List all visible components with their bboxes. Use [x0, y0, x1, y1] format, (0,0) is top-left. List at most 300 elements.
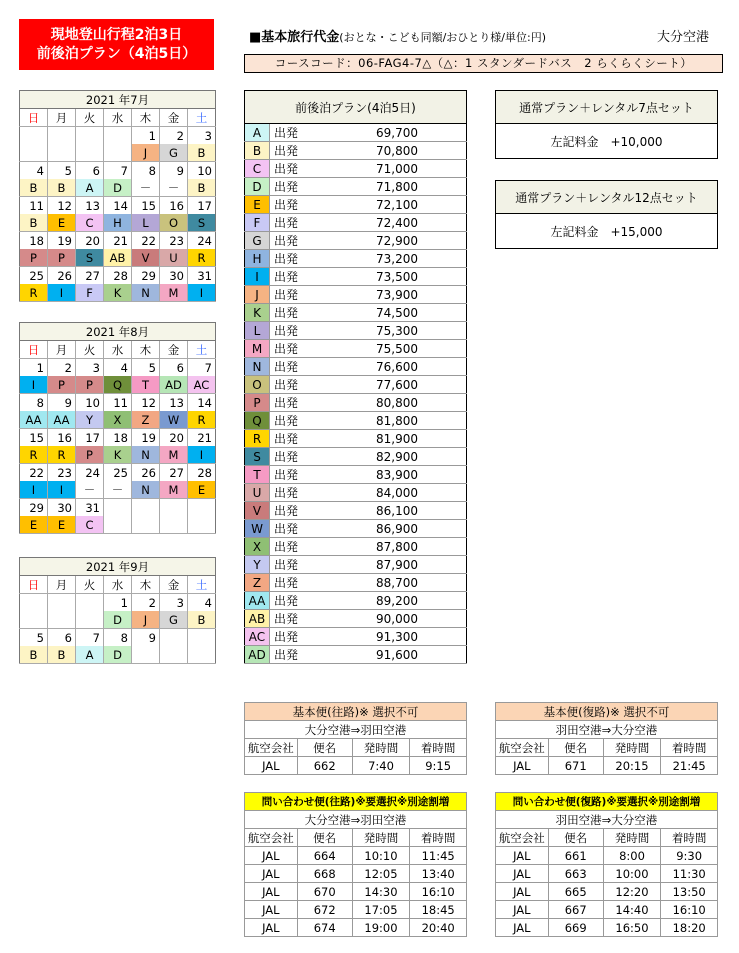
calendar-august — [19, 322, 216, 534]
price-code: A — [245, 124, 270, 142]
calendar-day: 27 — [76, 267, 104, 285]
calendar-day: 9 — [132, 629, 160, 647]
price-row — [245, 250, 467, 268]
price-code: E — [245, 196, 270, 214]
calendar-title: 2021 年9月 — [20, 558, 216, 576]
price-row — [245, 196, 467, 214]
calendar-code: － — [104, 481, 132, 499]
price-row — [245, 268, 467, 286]
weekday-label: 土 — [188, 109, 216, 127]
price-value: 72,400 — [314, 214, 467, 232]
price-code: AC — [245, 628, 270, 646]
flight-no: 663 — [548, 865, 603, 883]
calendar-code: C — [76, 516, 104, 534]
calendar-day: 14 — [104, 197, 132, 215]
calendar-day: 7 — [76, 629, 104, 647]
calendar-code: P — [76, 446, 104, 464]
price-value: 71,800 — [314, 178, 467, 196]
flight-column-header: 便名 — [548, 739, 603, 757]
flight-column-header: 航空会社 — [245, 829, 298, 847]
price-value: 73,500 — [314, 268, 467, 286]
flight-column-header: 便名 — [548, 829, 603, 847]
flight-row — [245, 919, 467, 937]
price-row — [245, 466, 467, 484]
flight-route: 大分空港⇒羽田空港 — [245, 811, 467, 829]
rental-7-box — [495, 90, 718, 159]
flight-table-title: 問い合わせ便(往路)※要選択※別途割増 — [245, 793, 467, 811]
flight-row — [245, 865, 467, 883]
weekday-label: 月 — [48, 109, 76, 127]
calendar-code: S — [76, 249, 104, 267]
flight-airline: JAL — [245, 847, 298, 865]
calendar-code: R — [188, 249, 216, 267]
price-depart-label: 出発 — [270, 610, 315, 628]
price-code: H — [245, 250, 270, 268]
flight-column-header: 発時間 — [603, 739, 661, 757]
flight-arr: 18:20 — [661, 919, 718, 937]
calendar-day: 22 — [29, 465, 44, 480]
price-row — [245, 322, 467, 340]
calendar-code: F — [76, 284, 104, 302]
flight-no: 671 — [548, 757, 603, 775]
calendar-code: X — [104, 411, 132, 429]
price-code: X — [245, 538, 270, 556]
price-depart-label: 出発 — [270, 340, 315, 358]
price-value: 91,300 — [314, 628, 467, 646]
calendar-code — [132, 516, 160, 534]
weekday-label: 木 — [132, 341, 160, 359]
calendar-code: B — [48, 179, 76, 197]
price-code: G — [245, 232, 270, 250]
price-value: 81,900 — [314, 430, 467, 448]
calendar-code: B — [20, 214, 48, 232]
calendar-code: E — [188, 481, 216, 499]
flight-column-header: 航空会社 — [496, 829, 549, 847]
flight-no: 674 — [297, 919, 352, 937]
calendar-day: 4 — [36, 163, 44, 178]
price-value: 72,100 — [314, 196, 467, 214]
calendar-day: 11 — [29, 198, 44, 213]
price-value: 73,900 — [314, 286, 467, 304]
calendar-day: 10 — [188, 162, 216, 180]
calendar-code: Q — [104, 376, 132, 394]
flight-arr: 11:45 — [410, 847, 467, 865]
calendar-code — [132, 646, 160, 664]
flight-arr: 16:10 — [410, 883, 467, 901]
calendar-code: W — [160, 411, 188, 429]
flight-airline: JAL — [496, 865, 549, 883]
flight-arr: 21:45 — [661, 757, 718, 775]
calendar-code: G — [160, 611, 188, 629]
calendar-code: I — [20, 481, 48, 499]
price-row — [245, 484, 467, 502]
flight-table — [244, 702, 467, 775]
calendar-day: 2 — [160, 127, 188, 145]
weekday-label: 木 — [132, 576, 160, 594]
flight-route: 羽田空港⇒大分空港 — [496, 811, 718, 829]
price-code: T — [245, 466, 270, 484]
calendar-day: 9 — [48, 394, 76, 412]
price-row — [245, 376, 467, 394]
calendar-code: B — [20, 646, 48, 664]
price-code: L — [245, 322, 270, 340]
weekday-label: 土 — [188, 576, 216, 594]
calendar-code: K — [104, 446, 132, 464]
calendar-day: 22 — [132, 232, 160, 250]
price-row — [245, 430, 467, 448]
calendar-code: R — [48, 446, 76, 464]
flight-arr: 13:40 — [410, 865, 467, 883]
flight-airline: JAL — [245, 883, 298, 901]
calendar-day: 18 — [29, 233, 44, 248]
calendar-code: B — [188, 179, 216, 197]
flight-arr: 20:40 — [410, 919, 467, 937]
calendar-code: D — [104, 611, 132, 629]
flight-row — [496, 883, 718, 901]
flight-airline: JAL — [496, 847, 549, 865]
price-depart-label: 出発 — [270, 574, 315, 592]
price-depart-label: 出発 — [270, 448, 315, 466]
price-value: 75,300 — [314, 322, 467, 340]
calendar-code: AD — [160, 376, 188, 394]
price-depart-label: 出発 — [270, 430, 315, 448]
calendar-code — [188, 646, 216, 664]
calendar-code: J — [132, 611, 160, 629]
flight-dep: 12:05 — [352, 865, 410, 883]
flight-dep: 20:15 — [603, 757, 661, 775]
price-value: 90,000 — [314, 610, 467, 628]
flight-no: 667 — [548, 901, 603, 919]
calendar-day: 6 — [160, 359, 188, 377]
calendar-code: L — [132, 214, 160, 232]
calendar-code: J — [132, 144, 160, 162]
price-value: 81,800 — [314, 412, 467, 430]
price-row — [245, 304, 467, 322]
calendar-day: 1 — [104, 594, 132, 612]
price-row — [245, 142, 467, 160]
calendar-day: 12 — [48, 197, 76, 215]
calendar-code — [20, 144, 48, 162]
flight-dep: 8:00 — [603, 847, 661, 865]
calendar-table — [19, 322, 216, 534]
calendar-code: P — [48, 249, 76, 267]
price-depart-label: 出発 — [270, 142, 315, 160]
calendar-code — [76, 144, 104, 162]
flight-dep: 10:10 — [352, 847, 410, 865]
calendar-table — [19, 90, 216, 302]
calendar-code: AA — [20, 411, 48, 429]
calendar-september — [19, 557, 216, 664]
flight-row — [496, 919, 718, 937]
calendar-day: 19 — [48, 232, 76, 250]
price-row — [245, 574, 467, 592]
price-depart-label: 出発 — [270, 538, 315, 556]
calendar-code: D — [104, 646, 132, 664]
price-row — [245, 124, 467, 142]
price-value: 72,900 — [314, 232, 467, 250]
calendar-code: － — [76, 481, 104, 499]
flight-no: 668 — [297, 865, 352, 883]
price-code: K — [245, 304, 270, 322]
calendar-day: 5 — [36, 630, 44, 645]
calendar-day — [188, 499, 216, 517]
flight-row — [245, 901, 467, 919]
calendar-day: 23 — [160, 232, 188, 250]
price-code: Z — [245, 574, 270, 592]
weekday-label: 火 — [76, 576, 104, 594]
flight-table — [495, 792, 718, 937]
calendar-code — [76, 611, 104, 629]
weekday-label: 水 — [104, 341, 132, 359]
weekday-label: 月 — [48, 576, 76, 594]
calendar-day — [188, 629, 216, 647]
flight-airline: JAL — [245, 919, 298, 937]
weekday-label: 金 — [160, 576, 188, 594]
price-code: S — [245, 448, 270, 466]
calendar-code — [160, 516, 188, 534]
price-depart-label: 出発 — [270, 322, 315, 340]
calendar-day: 13 — [76, 197, 104, 215]
price-code: C — [245, 160, 270, 178]
flight-column-header: 便名 — [297, 739, 352, 757]
calendar-code: AC — [188, 376, 216, 394]
calendar-day: 27 — [160, 464, 188, 482]
price-row — [245, 178, 467, 196]
calendar-day — [20, 127, 48, 145]
calendar-code: E — [48, 214, 76, 232]
calendar-day — [160, 499, 188, 517]
price-row — [245, 610, 467, 628]
price-table-container — [244, 90, 467, 664]
price-row — [245, 448, 467, 466]
flight-dep: 14:40 — [603, 901, 661, 919]
inquiry-return-flight-table — [495, 792, 718, 937]
flight-no: 661 — [548, 847, 603, 865]
calendar-code: R — [20, 446, 48, 464]
flight-row — [496, 757, 718, 775]
calendar-day: 5 — [132, 359, 160, 377]
calendar-code: V — [132, 249, 160, 267]
flight-table-title: 問い合わせ便(復路)※要選択※別途割増 — [496, 793, 718, 811]
calendar-code: I — [188, 446, 216, 464]
price-value: 82,900 — [314, 448, 467, 466]
flight-no: 669 — [548, 919, 603, 937]
flight-route: 羽田空港⇒大分空港 — [496, 721, 718, 739]
price-row — [245, 214, 467, 232]
calendar-day: 15 — [29, 430, 44, 445]
calendar-day: 25 — [104, 464, 132, 482]
flight-table-title: 基本便(復路)※ 選択不可 — [496, 703, 718, 721]
calendar-day: 28 — [104, 267, 132, 285]
calendar-code — [20, 611, 48, 629]
flight-column-header: 着時間 — [661, 829, 718, 847]
price-row — [245, 520, 467, 538]
flight-airline: JAL — [245, 901, 298, 919]
price-row — [245, 232, 467, 250]
calendar-day: 24 — [188, 232, 216, 250]
flight-arr: 16:10 — [661, 901, 718, 919]
price-depart-label: 出発 — [270, 178, 315, 196]
price-code: Y — [245, 556, 270, 574]
calendar-code: H — [104, 214, 132, 232]
price-row — [245, 556, 467, 574]
calendar-day: 19 — [132, 429, 160, 447]
flight-dep: 7:40 — [352, 757, 410, 775]
price-row — [245, 538, 467, 556]
weekday-label: 日 — [20, 341, 48, 359]
price-value: 80,800 — [314, 394, 467, 412]
calendar-day — [160, 629, 188, 647]
calendar-day: 30 — [48, 499, 76, 517]
calendar-day: 7 — [188, 359, 216, 377]
price-value: 88,700 — [314, 574, 467, 592]
price-depart-label: 出発 — [270, 304, 315, 322]
calendar-day: 20 — [160, 429, 188, 447]
price-code: V — [245, 502, 270, 520]
calendar-code: D — [104, 179, 132, 197]
price-depart-label: 出発 — [270, 484, 315, 502]
calendar-code — [104, 516, 132, 534]
price-row — [245, 412, 467, 430]
flight-dep: 17:05 — [352, 901, 410, 919]
flight-arr: 9:30 — [661, 847, 718, 865]
price-depart-label: 出発 — [270, 628, 315, 646]
price-depart-label: 出発 — [270, 358, 315, 376]
calendar-title: 2021 年8月 — [20, 323, 216, 341]
flight-no: 665 — [548, 883, 603, 901]
price-depart-label: 出発 — [270, 160, 315, 178]
calendar-code: N — [132, 284, 160, 302]
calendar-day: 2 — [132, 594, 160, 612]
calendar-day: 6 — [76, 162, 104, 180]
calendar-day — [76, 127, 104, 145]
flight-airline: JAL — [496, 757, 549, 775]
calendar-day: 10 — [76, 394, 104, 412]
calendar-code: R — [188, 411, 216, 429]
price-value: 73,200 — [314, 250, 467, 268]
weekday-label: 金 — [160, 341, 188, 359]
calendar-table — [19, 557, 216, 664]
flight-row — [496, 901, 718, 919]
plan-title-line1: 現地登山行程2泊3日 — [50, 26, 183, 43]
calendar-code: A — [76, 646, 104, 664]
calendar-code: P — [48, 376, 76, 394]
weekday-label: 火 — [76, 109, 104, 127]
calendar-day: 6 — [48, 629, 76, 647]
calendar-code: M — [160, 481, 188, 499]
price-code: AD — [245, 646, 270, 664]
price-code: M — [245, 340, 270, 358]
calendar-day: 24 — [76, 464, 104, 482]
price-depart-label: 出発 — [270, 592, 315, 610]
rental-12-box — [495, 180, 718, 249]
calendar-code — [104, 144, 132, 162]
price-code: I — [245, 268, 270, 286]
calendar-day: 16 — [160, 197, 188, 215]
section-title — [249, 26, 546, 45]
calendar-day: 9 — [160, 162, 188, 180]
calendar-code: P — [20, 249, 48, 267]
calendar-code: E — [20, 516, 48, 534]
calendar-day: 3 — [76, 359, 104, 377]
flight-arr: 11:30 — [661, 865, 718, 883]
calendar-day: 17 — [188, 197, 216, 215]
calendar-day: 5 — [48, 162, 76, 180]
flight-column-header: 航空会社 — [245, 739, 298, 757]
price-value: 89,200 — [314, 592, 467, 610]
price-value: 71,000 — [314, 160, 467, 178]
calendar-code: N — [132, 446, 160, 464]
flight-arr: 9:15 — [410, 757, 467, 775]
calendar-day: 29 — [132, 267, 160, 285]
calendar-code: － — [160, 179, 188, 197]
calendar-day — [48, 594, 76, 612]
price-row — [245, 628, 467, 646]
calendar-day — [104, 127, 132, 145]
calendar-day: 7 — [104, 162, 132, 180]
price-depart-label: 出発 — [270, 196, 315, 214]
calendar-day: 1 — [132, 127, 160, 145]
price-row — [245, 286, 467, 304]
calendar-day — [132, 499, 160, 517]
calendar-code — [48, 611, 76, 629]
weekday-label: 月 — [48, 341, 76, 359]
price-value: 75,500 — [314, 340, 467, 358]
price-code: P — [245, 394, 270, 412]
price-value: 84,000 — [314, 484, 467, 502]
calendar-code: O — [160, 214, 188, 232]
rental-7-title: 通常プラン＋レンタル7点セット — [496, 91, 718, 124]
weekday-label: 土 — [188, 341, 216, 359]
price-depart-label: 出発 — [270, 376, 315, 394]
price-depart-label: 出発 — [270, 394, 315, 412]
calendar-day: 25 — [29, 268, 44, 283]
calendar-code — [188, 516, 216, 534]
flight-table-title: 基本便(往路)※ 選択不可 — [245, 703, 467, 721]
calendar-day: 21 — [188, 429, 216, 447]
price-code: F — [245, 214, 270, 232]
basic-outbound-flight-table — [244, 702, 467, 775]
price-row — [245, 340, 467, 358]
calendar-code: Y — [76, 411, 104, 429]
flight-dep: 19:00 — [352, 919, 410, 937]
calendar-day — [104, 499, 132, 517]
flight-dep: 14:30 — [352, 883, 410, 901]
price-depart-label: 出発 — [270, 466, 315, 484]
flight-airline: JAL — [245, 757, 298, 775]
flight-dep: 12:20 — [603, 883, 661, 901]
calendar-code: M — [160, 446, 188, 464]
price-code: W — [245, 520, 270, 538]
calendar-code: I — [48, 284, 76, 302]
price-value: 70,800 — [314, 142, 467, 160]
calendar-day: 29 — [29, 500, 44, 515]
flight-no: 672 — [297, 901, 352, 919]
price-code: Q — [245, 412, 270, 430]
calendar-code: I — [188, 284, 216, 302]
calendar-code: M — [160, 284, 188, 302]
price-depart-label: 出発 — [270, 214, 315, 232]
price-depart-label: 出発 — [270, 646, 315, 664]
flight-column-header: 着時間 — [410, 829, 467, 847]
flight-column-header: 発時間 — [352, 829, 410, 847]
airport-label: 大分空港 — [657, 30, 710, 45]
course-code: コースコード：06-FAG4-7△（△：1 スタンダードバス 2 らくらくシート） — [244, 54, 723, 73]
calendar-code: K — [104, 284, 132, 302]
inquiry-outbound-flight-table — [244, 792, 467, 937]
price-value: 74,500 — [314, 304, 467, 322]
weekday-label: 日 — [20, 576, 48, 594]
